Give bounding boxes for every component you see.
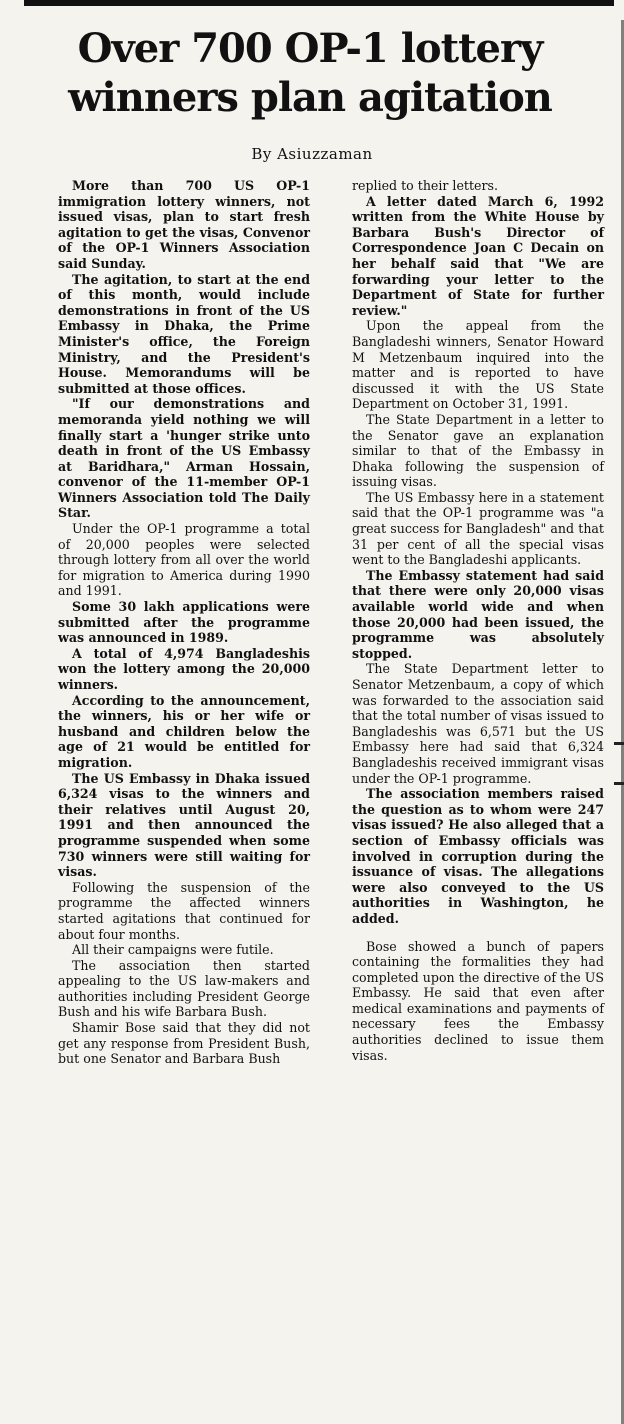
- paragraph: The US Embassy here in a statement said that the OP-1 programme was "a great success for Bangladesh" and that 31 per cent of all the special visas went to the Bangladeshi applicants.: [352, 489, 604, 568]
- paragraph: According to the announcement, the winners, his or her wife or husband and children below the age of 21 would be entitled for migration.: [58, 692, 310, 770]
- paragraph: The association then started appealing to the US law-makers and authorities including President George Bush and his wife Barbara Bush.: [58, 957, 310, 1020]
- paragraph: replied to their letters.: [352, 178, 498, 193]
- paragraph: The State Department letter to Senator Metzenbaum, a copy of which was forwarded to the association said that the total number of visas issued to Bangladeshis was 6,571 but the US Embassy here had said that 6,324 Bangladeshis received immigrant visas under the OP-1 programme.: [352, 661, 604, 786]
- edge-mark: [614, 782, 624, 785]
- paragraph: The State Department in a letter to the Senator gave an explanation similar to that of the Embassy in Dhaka following the suspension of issuing visas.: [352, 411, 604, 490]
- paragraph: The Embassy statement had said that there were only 20,000 visas available world wide and when those 20,000 had been issued, the programme was absolutely stopped.: [352, 567, 604, 661]
- paragraph: Bose showed a bunch of papers containing the formalities they had completed upon the directive of the US Embassy. He said that even after medical examinations and payments of necessary fees the Embassy authorities declined to issue them visas.: [352, 938, 604, 1063]
- paragraph: The association members raised the question as to whom were 247 visas issued? He also alleged that a section of Embassy officials was involved in corruption during the issuance of visas. The allegations were also conveyed to the US authorities in Washington, he added.: [352, 786, 604, 926]
- right-column: [352, 178, 604, 1063]
- headline: Over 700 OP-1 lottery winners plan agitation: [68, 25, 552, 121]
- paragraph: The agitation, to start at the end of this month, would include demonstrations in front of the US Embassy in Dhaka, the Prime Minister's office, the Foreign Ministry, and the President's House. Memorandums will be submitted at those offices.: [58, 271, 310, 396]
- paragraph: Some 30 lakh applications were submitted after the programme was announced in 1989.: [58, 599, 310, 646]
- paragraph: More than 700 US OP-1 immigration lottery winners, not issued visas, plan to start fresh agitation to get the visas, Convenor of the OP-1 Winners Association said Sunday.: [58, 178, 310, 271]
- paragraph: "If our demonstrations and memoranda yield nothing we will finally start a 'hunger strike unto death in front of the US Embassy at Baridhara," Arman Hossain, convenor of the 11-member OP-1 Winners Association told The Daily Star.: [58, 396, 310, 521]
- paragraph: Following the suspension of the programme the affected winners started agitations that continued for about four months.: [58, 879, 310, 942]
- paragraph: All their campaigns were futile.: [72, 942, 274, 958]
- paragraph: Upon the appeal from the Bangladeshi winners, Senator Howard M Metzenbaum inquired into the matter and is reported to have discussed it with the US State Department on October 31, 1991.: [352, 318, 604, 412]
- top-rule: [24, 0, 614, 6]
- paragraph: The US Embassy in Dhaka issued 6,324 visas to the winners and their relatives until August 20, 1991 and then announced the programme suspended when some 730 winners were still waiting for visas.: [58, 770, 310, 880]
- paragraph: Shamir Bose said that they did not get any response from President Bush, but one Senator and Barbara Bush: [58, 1020, 310, 1067]
- paragraph: Under the OP-1 programme a total of 20,000 peoples were selected through lottery from all over the world for migration to America during 1990 and 1991.: [58, 521, 310, 599]
- paragraph: A letter dated March 6, 1992 written from the White House by Barbara Bush's Director of Correspondence Joan C Decain on her behalf said that "We are forwarding your letter to the Department of State for further review.": [352, 193, 604, 318]
- edge-mark: [614, 742, 624, 745]
- byline: By Asiuzzaman: [251, 145, 373, 163]
- paragraph: A total of 4,974 Bangladeshis won the lottery among the 20,000 winners.: [58, 645, 310, 692]
- left-column: [58, 178, 310, 1067]
